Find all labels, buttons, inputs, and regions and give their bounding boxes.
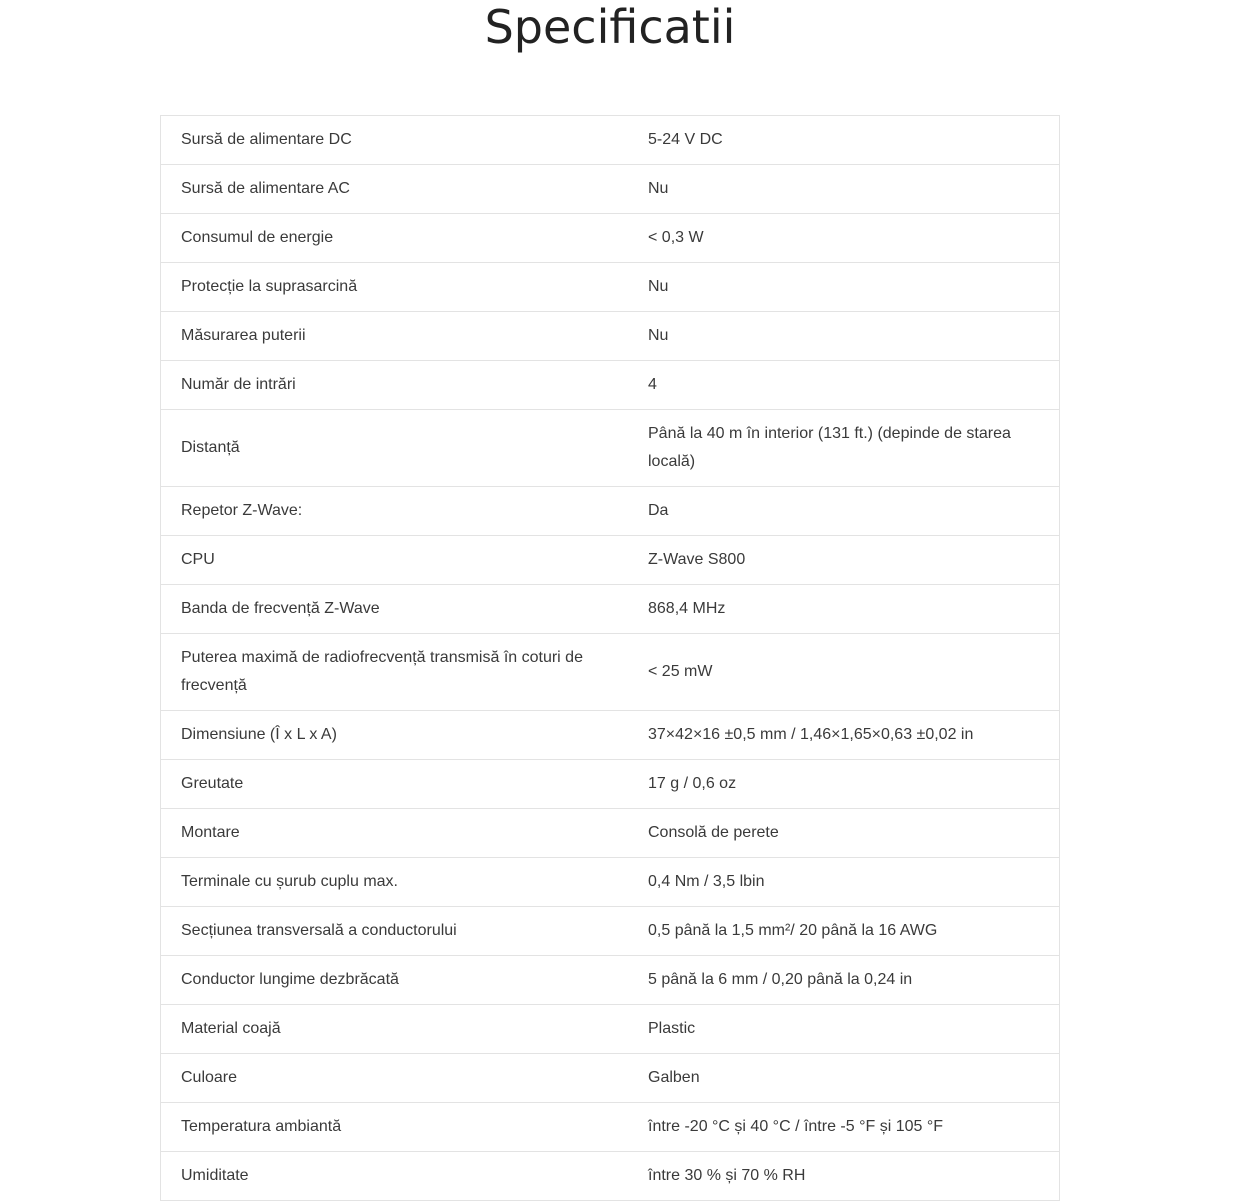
spec-label: Umiditate [161,1152,629,1201]
page-title: Specificatii [484,0,736,54]
spec-label: Distanță [161,410,629,487]
table-row [161,1103,1060,1152]
table-row [161,858,1060,907]
table-row [161,711,1060,760]
table-row [161,165,1060,214]
spec-value: < 25 mW [628,634,1060,711]
table-row [161,312,1060,361]
spec-label: Montare [161,809,629,858]
spec-label: Puterea maximă de radiofrecvență transmisă în coturi de frecvență [161,634,629,711]
spec-label: Măsurarea puterii [161,312,629,361]
spec-label: Sursă de alimentare DC [161,116,629,165]
table-row [161,956,1060,1005]
table-row [161,536,1060,585]
spec-value: Până la 40 m în interior (131 ft.) (depinde de starea locală) [628,410,1060,487]
spec-label: Material coajă [161,1005,629,1054]
table-row [161,1054,1060,1103]
spec-value: 0,4 Nm / 3,5 lbin [628,858,1060,907]
spec-value: Nu [628,312,1060,361]
spec-value: 4 [628,361,1060,410]
table-row [161,907,1060,956]
spec-value: 5 până la 6 mm / 0,20 până la 0,24 in [628,956,1060,1005]
table-row [161,116,1060,165]
table-row [161,263,1060,312]
spec-table [160,115,1060,1201]
table-row [161,634,1060,711]
spec-value: Nu [628,165,1060,214]
spec-value: < 0,3 W [628,214,1060,263]
spec-value: între 30 % și 70 % RH [628,1152,1060,1201]
table-row [161,214,1060,263]
spec-value: 37×42×16 ±0,5 mm / 1,46×1,65×0,63 ±0,02 in [628,711,1060,760]
table-row [161,410,1060,487]
spec-label: CPU [161,536,629,585]
spec-label: Număr de intrări [161,361,629,410]
spec-value: 5-24 V DC [628,116,1060,165]
spec-label: Repetor Z-Wave: [161,487,629,536]
spec-label: Sursă de alimentare AC [161,165,629,214]
spec-label: Consumul de energie [161,214,629,263]
spec-value: Plastic [628,1005,1060,1054]
table-row [161,1005,1060,1054]
spec-label: Terminale cu șurub cuplu max. [161,858,629,907]
table-row [161,1152,1060,1201]
spec-value: Da [628,487,1060,536]
spec-value: Z-Wave S800 [628,536,1060,585]
table-row [161,809,1060,858]
spec-value: 0,5 până la 1,5 mm²/ 20 până la 16 AWG [628,907,1060,956]
spec-value: Galben [628,1054,1060,1103]
spec-label: Protecție la suprasarcină [161,263,629,312]
table-row [161,585,1060,634]
spec-label: Banda de frecvență Z-Wave [161,585,629,634]
spec-label: Culoare [161,1054,629,1103]
spec-value: 17 g / 0,6 oz [628,760,1060,809]
spec-label: Secțiunea transversală a conductorului [161,907,629,956]
spec-label: Greutate [161,760,629,809]
spec-value: Nu [628,263,1060,312]
table-row [161,760,1060,809]
spec-value: Consolă de perete [628,809,1060,858]
table-row [161,361,1060,410]
spec-label: Temperatura ambiantă [161,1103,629,1152]
spec-value: 868,4 MHz [628,585,1060,634]
spec-label: Dimensiune (Î x L x A) [161,711,629,760]
spec-label: Conductor lungime dezbrăcată [161,956,629,1005]
spec-value: între -20 °C și 40 °C / între -5 °F și 105 °F [628,1103,1060,1152]
table-row [161,487,1060,536]
